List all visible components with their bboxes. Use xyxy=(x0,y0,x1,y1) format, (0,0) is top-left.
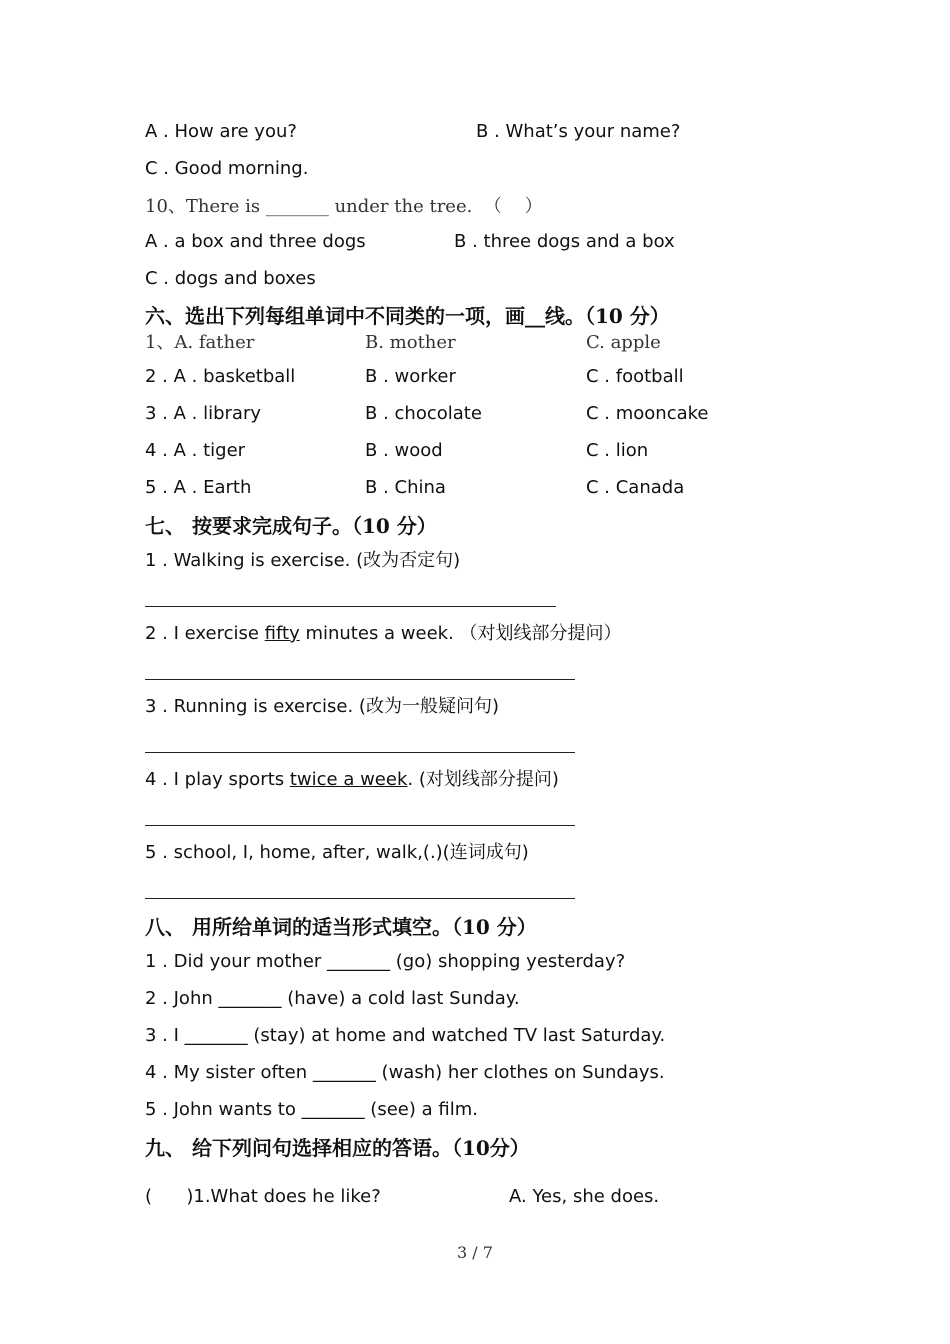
s8-item-2: 2 . John _______ (have) a cold last Sunday. xyxy=(145,988,520,1009)
s8-item-4: 4 . My sister often _______ (wash) her clothes on Sundays. xyxy=(145,1062,665,1083)
s6-row2-c: C . football xyxy=(586,366,684,387)
s7-q2-answer-line[interactable] xyxy=(145,679,575,680)
s8-item-1: 1 . Did your mother _______ (go) shopping yesterday? xyxy=(145,951,626,972)
s7-q5: 5 . school, I, home, after, walk,(.)(连词成句) xyxy=(145,842,529,863)
s6-row1-c: C. apple xyxy=(586,332,661,353)
q9-option-a: A . How are you? xyxy=(145,121,297,142)
s6-row5-b: B . China xyxy=(365,477,446,498)
s7-q3-answer-line[interactable] xyxy=(145,752,575,753)
s7-q2-underlined: fifty xyxy=(264,623,300,644)
q10-question: 10、There is _______ under the tree. （ ） xyxy=(145,196,543,217)
s8-item-3: 3 . I _______ (stay) at home and watched TV last Saturday. xyxy=(145,1025,666,1046)
s6-row4-c: C . lion xyxy=(586,440,649,461)
s6-row1-b: B. mother xyxy=(365,332,456,353)
s7-q5-answer-line[interactable] xyxy=(145,898,575,899)
s6-row2-a: 2 . A . basketball xyxy=(145,366,296,387)
q9-option-c: C . Good morning. xyxy=(145,158,309,179)
s9-q1: ( )1.What does he like? xyxy=(145,1186,381,1207)
s7-q4: 4 . I play sports twice a week. (对划线部分提问) xyxy=(145,769,559,790)
section8-title: 八、 用所给单词的适当形式填空。（10 分） xyxy=(145,915,537,939)
s7-q2: 2 . I exercise fifty minutes a week. （对划线部分提问） xyxy=(145,623,622,644)
s6-row3-a: 3 . A . library xyxy=(145,403,262,424)
section7-title: 七、 按要求完成句子。（10 分） xyxy=(145,514,437,538)
s9-answer-a: A. Yes, she does. xyxy=(509,1186,660,1207)
section9-title: 九、 给下列问句选择相应的答语。（10分） xyxy=(145,1136,530,1160)
page-number: 3 / 7 xyxy=(457,1243,493,1262)
s7-q1: 1 . Walking is exercise. (改为否定句) xyxy=(145,550,461,571)
s7-q4-underlined: twice a week xyxy=(289,769,408,790)
s6-row5-a: 5 . A . Earth xyxy=(145,477,252,498)
s6-row2-b: B . worker xyxy=(365,366,456,387)
s6-row3-c: C . mooncake xyxy=(586,403,709,424)
s6-row5-c: C . Canada xyxy=(586,477,685,498)
s7-q1-answer-line[interactable] xyxy=(145,606,556,607)
q10-option-c: C . dogs and boxes xyxy=(145,268,316,289)
s6-row3-b: B . chocolate xyxy=(365,403,482,424)
section6-title: 六、选出下列每组单词中不同类的一项，画__线。（10 分） xyxy=(145,304,670,328)
q10-option-a: A . a box and three dogs xyxy=(145,231,366,252)
s6-row4-a: 4 . A . tiger xyxy=(145,440,246,461)
s6-row4-b: B . wood xyxy=(365,440,443,461)
s6-row1-a: 1、A. father xyxy=(145,332,255,353)
s7-q3: 3 . Running is exercise. (改为一般疑问句) xyxy=(145,696,499,717)
s7-q4-answer-line[interactable] xyxy=(145,825,575,826)
q9-option-b: B . What’s your name? xyxy=(476,121,681,142)
q10-option-b: B . three dogs and a box xyxy=(454,231,675,252)
s8-item-5: 5 . John wants to _______ (see) a film. xyxy=(145,1099,478,1120)
